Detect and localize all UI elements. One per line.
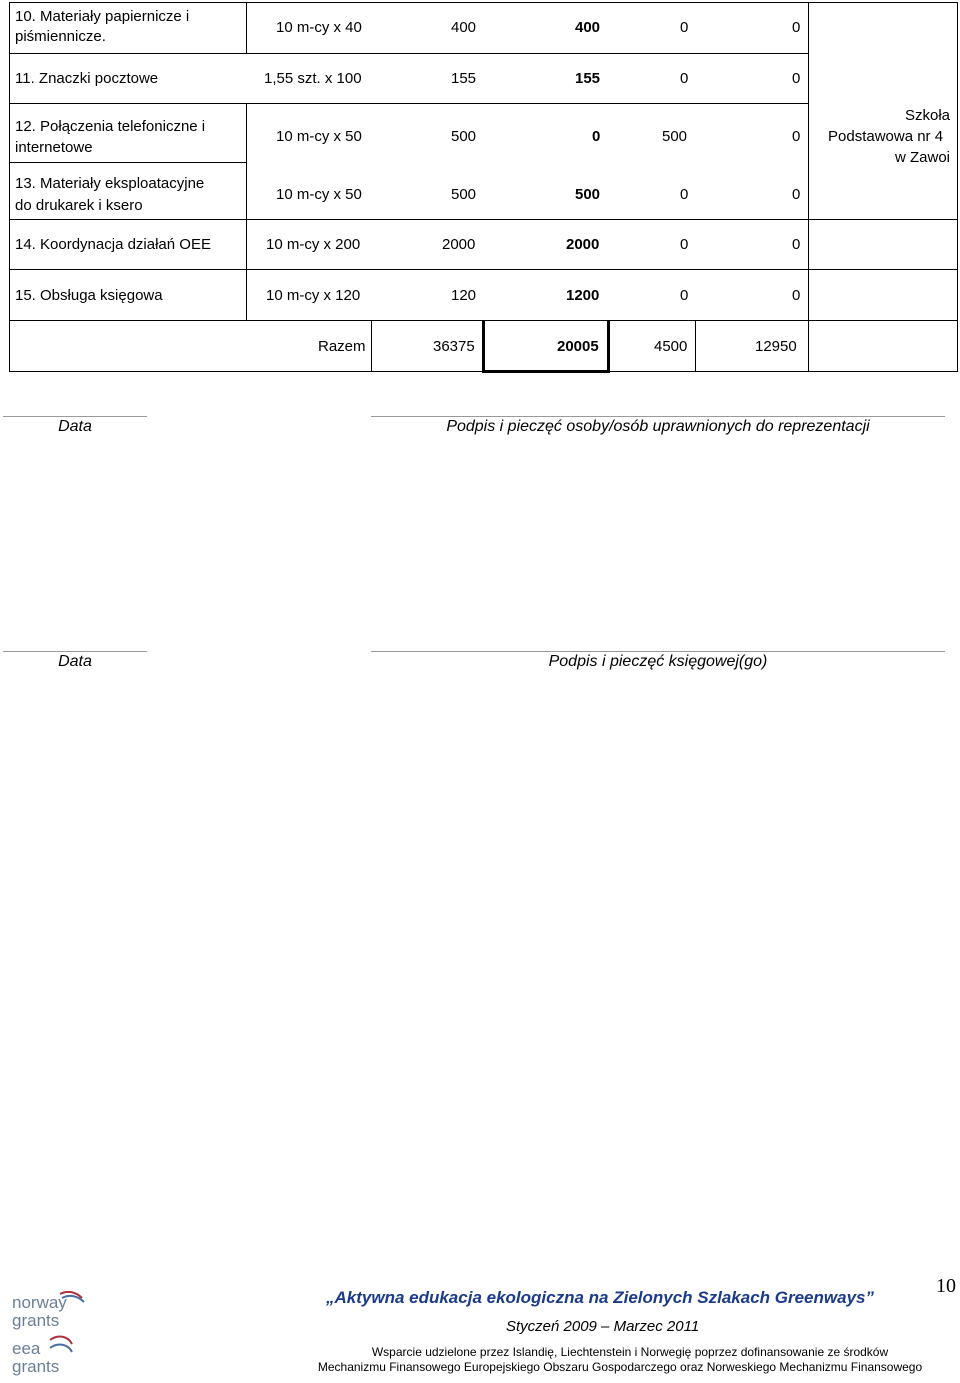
signature-label: Podpis i pieczęć księgowej(go) xyxy=(548,653,768,670)
date-line xyxy=(3,416,147,417)
signature-line xyxy=(371,651,945,652)
eea-grants-logo xyxy=(10,1334,90,1376)
row-11-other: 0 xyxy=(792,70,801,87)
norway-grants-logo-graphic xyxy=(10,1290,90,1330)
norway-grants-logo xyxy=(10,1290,90,1330)
institution-line-3: w Zawoi xyxy=(895,149,951,166)
row-13-other: 0 xyxy=(792,186,801,203)
row-15-total: 120 xyxy=(451,287,477,304)
row-13-label-2: do drukarek i ksero xyxy=(15,197,143,214)
row-13-label-1: 13. Materiały eksploatacyjne xyxy=(15,175,205,192)
row-10-grant: 0 xyxy=(680,19,689,36)
row-13-unit: 10 m-cy x 50 xyxy=(276,186,362,203)
institution-line-2: Podstawowa nr 4 xyxy=(828,128,944,145)
row-12-label-2: internetowe xyxy=(15,139,93,156)
project-dates: Styczeń 2009 – Marzec 2011 xyxy=(506,1318,700,1335)
row-11-grant: 0 xyxy=(680,70,689,87)
row-12-label-1: 12. Połączenia telefoniczne i xyxy=(15,118,206,135)
svg-text:grants: grants xyxy=(12,1357,60,1376)
row-10-own: 400 xyxy=(575,19,601,36)
row-14-grant: 0 xyxy=(680,236,689,253)
total-other: 12950 xyxy=(755,338,797,355)
row-14-label: 14. Koordynacja działań OEE xyxy=(15,236,211,253)
signature-line xyxy=(371,416,945,417)
row-14-total: 2000 xyxy=(442,236,476,253)
date-label: Data xyxy=(58,418,92,435)
row-12-grant: 500 xyxy=(662,128,688,145)
row-15-other: 0 xyxy=(792,287,801,304)
row-14-other: 0 xyxy=(792,236,801,253)
row-10-label-1: 10. Materiały papiernicze i xyxy=(15,8,190,25)
date-label: Data xyxy=(58,653,92,670)
total-grant: 4500 xyxy=(654,338,688,355)
funding-note-1: Wsparcie udzielone przez Islandię, Liechtenstein i Norwegię poprzez dofinansowanie ze środków xyxy=(371,1345,889,1359)
total-own: 20005 xyxy=(557,338,599,355)
row-10-label-2: piśmiennicze. xyxy=(15,28,106,45)
page-number: 10 xyxy=(936,1275,956,1297)
row-15-own: 1200 xyxy=(566,287,600,304)
row-10-unit: 10 m-cy x 40 xyxy=(276,19,362,36)
row-11-total: 155 xyxy=(451,70,477,87)
signature-label: Podpis i pieczęć osoby/osób uprawnionych do reprezentacji xyxy=(446,418,870,435)
row-11-unit: 1,55 szt. x 100 xyxy=(264,70,362,87)
funding-note-2: Mechanizmu Finansowego Europejskiego Obszaru Gospodarczego oraz Norweskiego Mechanizmu Finansowego xyxy=(317,1360,923,1374)
project-title: „Aktywna edukacja ekologiczna na Zielonych Szlakach Greenways” xyxy=(326,1288,874,1307)
row-15-grant: 0 xyxy=(680,287,689,304)
total-total: 36375 xyxy=(433,338,475,355)
row-10-total: 400 xyxy=(451,19,477,36)
row-13-grant: 0 xyxy=(680,186,689,203)
svg-text:norway: norway xyxy=(12,1293,67,1312)
row-12-total: 500 xyxy=(451,128,477,145)
row-10-other: 0 xyxy=(792,19,801,36)
row-12-unit: 10 m-cy x 50 xyxy=(276,128,362,145)
eea-grants-logo-graphic xyxy=(10,1334,90,1376)
row-11-label: 11. Znaczki pocztowe xyxy=(15,70,159,87)
row-15-label: 15. Obsługa księgowa xyxy=(15,287,163,304)
row-12-own: 0 xyxy=(592,128,601,145)
institution-line-1: Szkoła xyxy=(905,107,951,124)
row-15-unit: 10 m-cy x 120 xyxy=(266,287,361,304)
date-line xyxy=(3,651,147,652)
row-13-own: 500 xyxy=(575,186,601,203)
row-11-own: 155 xyxy=(575,70,601,87)
row-14-own: 2000 xyxy=(566,236,600,253)
row-14-unit: 10 m-cy x 200 xyxy=(266,236,361,253)
svg-text:eea: eea xyxy=(12,1339,41,1358)
row-13-total: 500 xyxy=(451,186,477,203)
svg-text:grants: grants xyxy=(12,1311,60,1330)
row-12-other: 0 xyxy=(792,128,801,145)
total-label: Razem xyxy=(318,338,366,355)
